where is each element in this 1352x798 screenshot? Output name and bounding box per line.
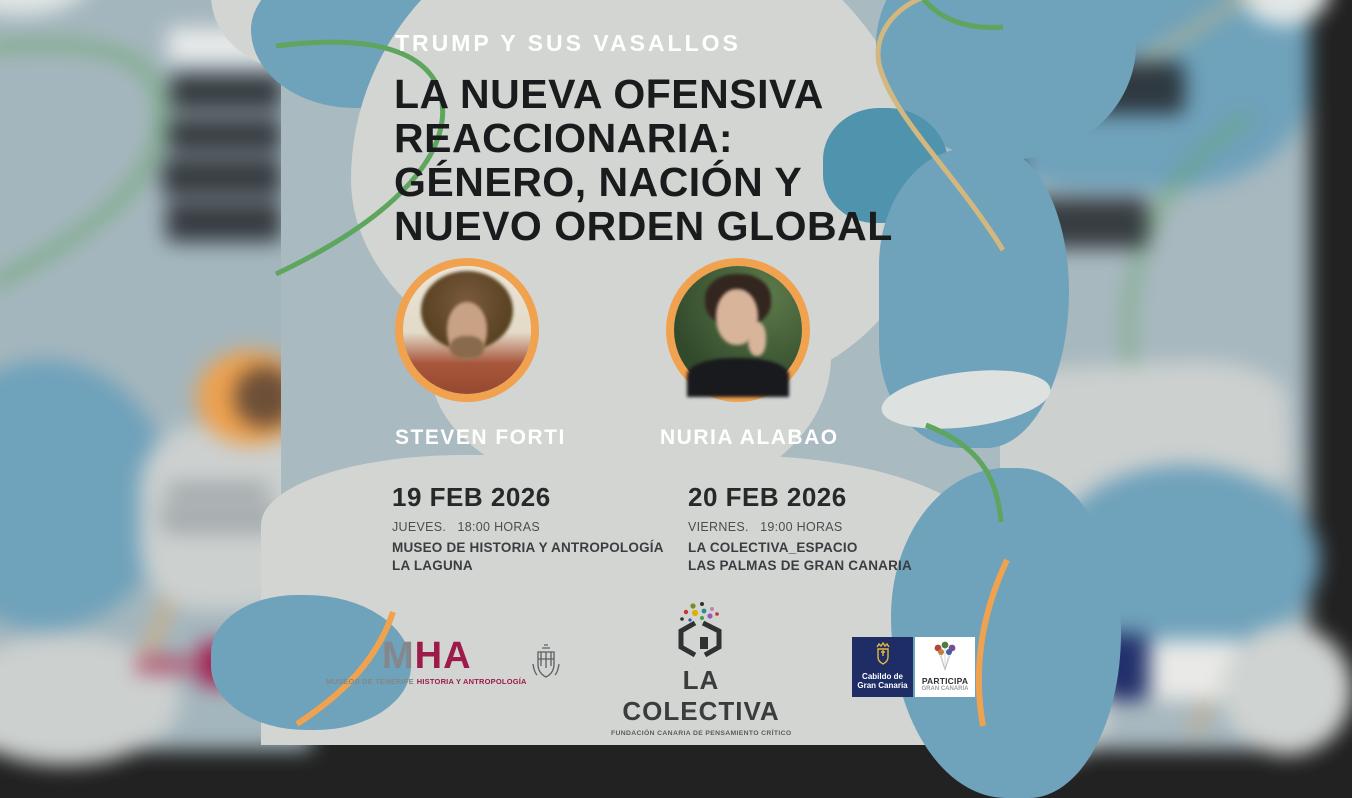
balloons-icon <box>930 640 960 672</box>
cabildo-text-line1: Cabildo de <box>862 672 903 681</box>
colectiva-subtitle: FUNDACIÓN CANARIA DE PENSAMIENTO CRÍTICO <box>611 730 792 737</box>
speaker-name-nuria-alabao: NURIA ALABAO <box>660 426 839 449</box>
venue-line-1: LA COLECTIVA_ESPACIO <box>688 540 858 555</box>
sponsor-logos-row <box>281 0 1000 737</box>
mha-subtitle-red: HISTORIA Y ANTROPOLOGÍA <box>416 677 527 686</box>
la-laguna-crest-icon <box>531 642 561 686</box>
colectiva-name: LA COLECTIVA <box>622 665 780 726</box>
blur-mha-hint <box>136 656 194 674</box>
venue-line-1: MUSEO DE HISTORIA Y ANTROPOLOGÍA <box>392 540 664 555</box>
title-line-2: REACCIONARIA: <box>394 115 734 161</box>
blur-text-hint <box>166 202 282 242</box>
participa-text-line1: PARTICIPA <box>921 676 969 686</box>
session-date: 19 FEB 2026 <box>392 482 551 512</box>
cabildo-crest-icon <box>872 641 894 667</box>
session-day-time: JUEVES. 18:00 HORAS <box>392 520 541 534</box>
venue-line-2: LAS PALMAS DE GRAN CANARIA <box>688 558 912 573</box>
la-colectiva-logo <box>611 601 791 737</box>
mha-acronym <box>382 635 531 677</box>
mha-subtitle-gray: MUSEOS DE TENERIFE <box>326 677 414 686</box>
title-line-1: LA NUEVA OFENSIVA <box>394 71 824 117</box>
mha-m: M <box>382 635 415 677</box>
blur-text-hint <box>162 158 282 196</box>
session-day-time: VIERNES. 19:00 HORAS <box>688 520 843 534</box>
cabildo-text-line2: Gran Canaria <box>857 681 908 690</box>
blur-text-hint <box>160 506 278 515</box>
colectiva-cube-icon <box>669 601 733 659</box>
participa-gran-canaria-logo <box>915 637 975 697</box>
venue-line-2: LA LAGUNA <box>392 558 473 573</box>
participa-text-line2: GRAN CANARIA <box>921 686 969 692</box>
mha-museos-tenerife-logo <box>326 635 531 686</box>
title-line-4: NUEVO ORDEN GLOBAL <box>394 203 893 249</box>
title-line-3: GÉNERO, NACIÓN Y <box>394 159 803 205</box>
blur-gray-wave <box>1222 625 1352 755</box>
event-poster <box>281 0 1000 737</box>
event-series-kicker: TRUMP Y SUS VASALLOS <box>395 30 741 56</box>
blur-text-hint <box>168 485 268 496</box>
mha-ha: HA <box>414 635 472 677</box>
mha-subtitle <box>326 677 531 686</box>
session-date: 20 FEB 2026 <box>688 482 847 512</box>
colectiva-dots <box>680 602 719 622</box>
blur-text-hint <box>170 74 282 110</box>
speaker-name-steven-forti: STEVEN FORTI <box>395 426 566 449</box>
cabildo-gran-canaria-logo <box>852 637 913 697</box>
blur-text-hint <box>168 118 282 152</box>
